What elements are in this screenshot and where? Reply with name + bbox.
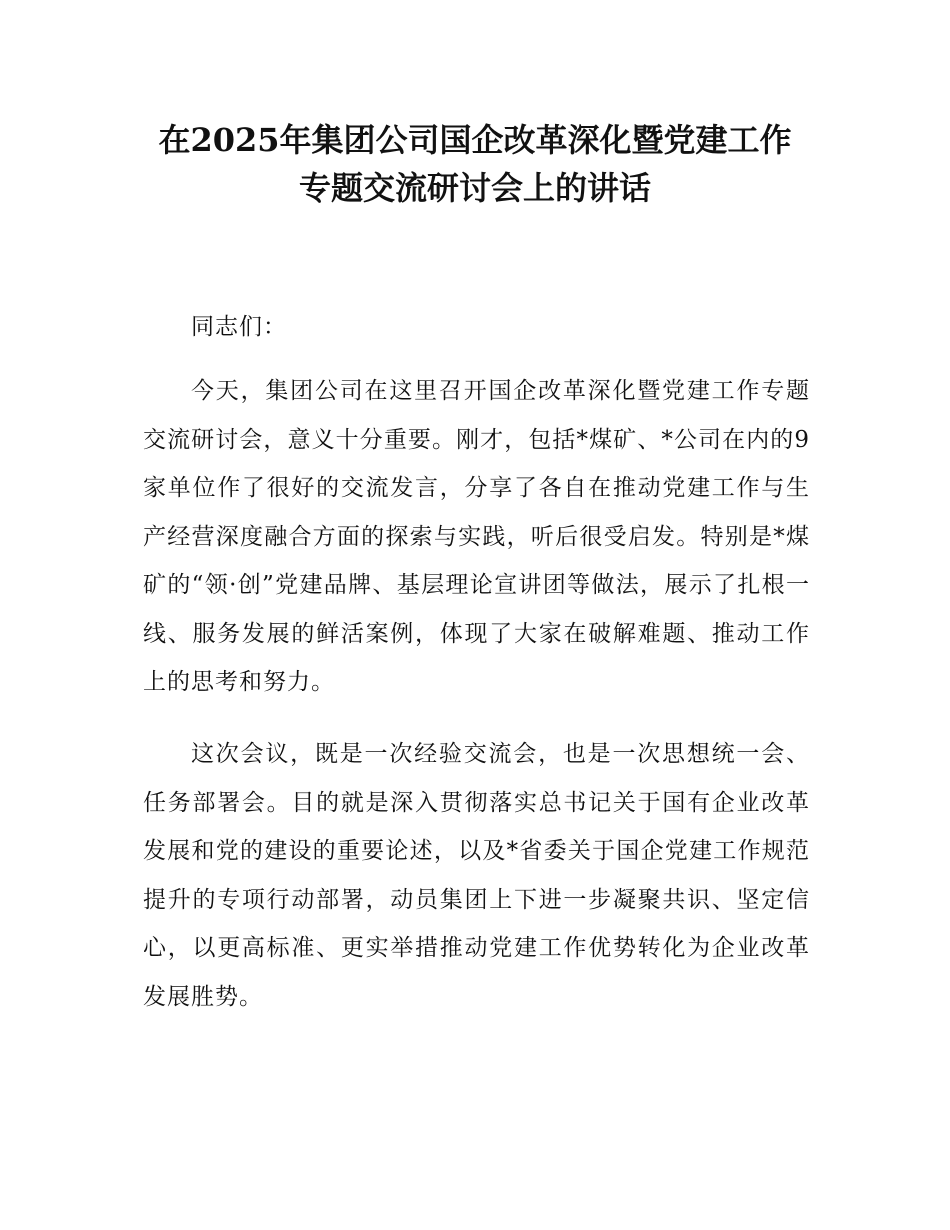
greeting-block bbox=[143, 303, 810, 352]
document-title-line-2: 专题交流研讨会上的讲话 bbox=[298, 169, 651, 207]
paragraph-block-1 bbox=[143, 367, 810, 707]
greeting: 同志们： bbox=[191, 314, 287, 340]
paragraph-1: 今天，集团公司在这里召开国企改革深化暨党建工作专题交流研讨会，意义十分重要。刚才，包括*煤矿、*公司在内的9家单位作了很好的交流发言，分享了各自在推动党建工作与生产经营深度融合方面的探索与实践，听后很受启发。特别是*煤矿的“领·创”党建品牌、基层理论宣讲团等做法，展示了扎根一线、服务发展的鲜活案例，体现了大家在破解难题、推动工作上的思考和努力。 bbox=[143, 378, 810, 695]
paragraph-2: 这次会议，既是一次经验交流会，也是一次思想统一会、任务部署会。目的就是深入贯彻落实总书记关于国有企业改革发展和党的建设的重要论述，以及*省委关于国企党建工作规范提升的专项行动部署，动员集团上下进一步凝聚共识、坚定信心，以更高标准、更实举措推动党建工作优势转化为企业改革发展胜势。 bbox=[143, 741, 810, 1010]
paragraph-block-2 bbox=[143, 730, 810, 1021]
document-title-line-1: 在2025年集团公司国企改革深化暨党建工作 bbox=[158, 121, 792, 159]
